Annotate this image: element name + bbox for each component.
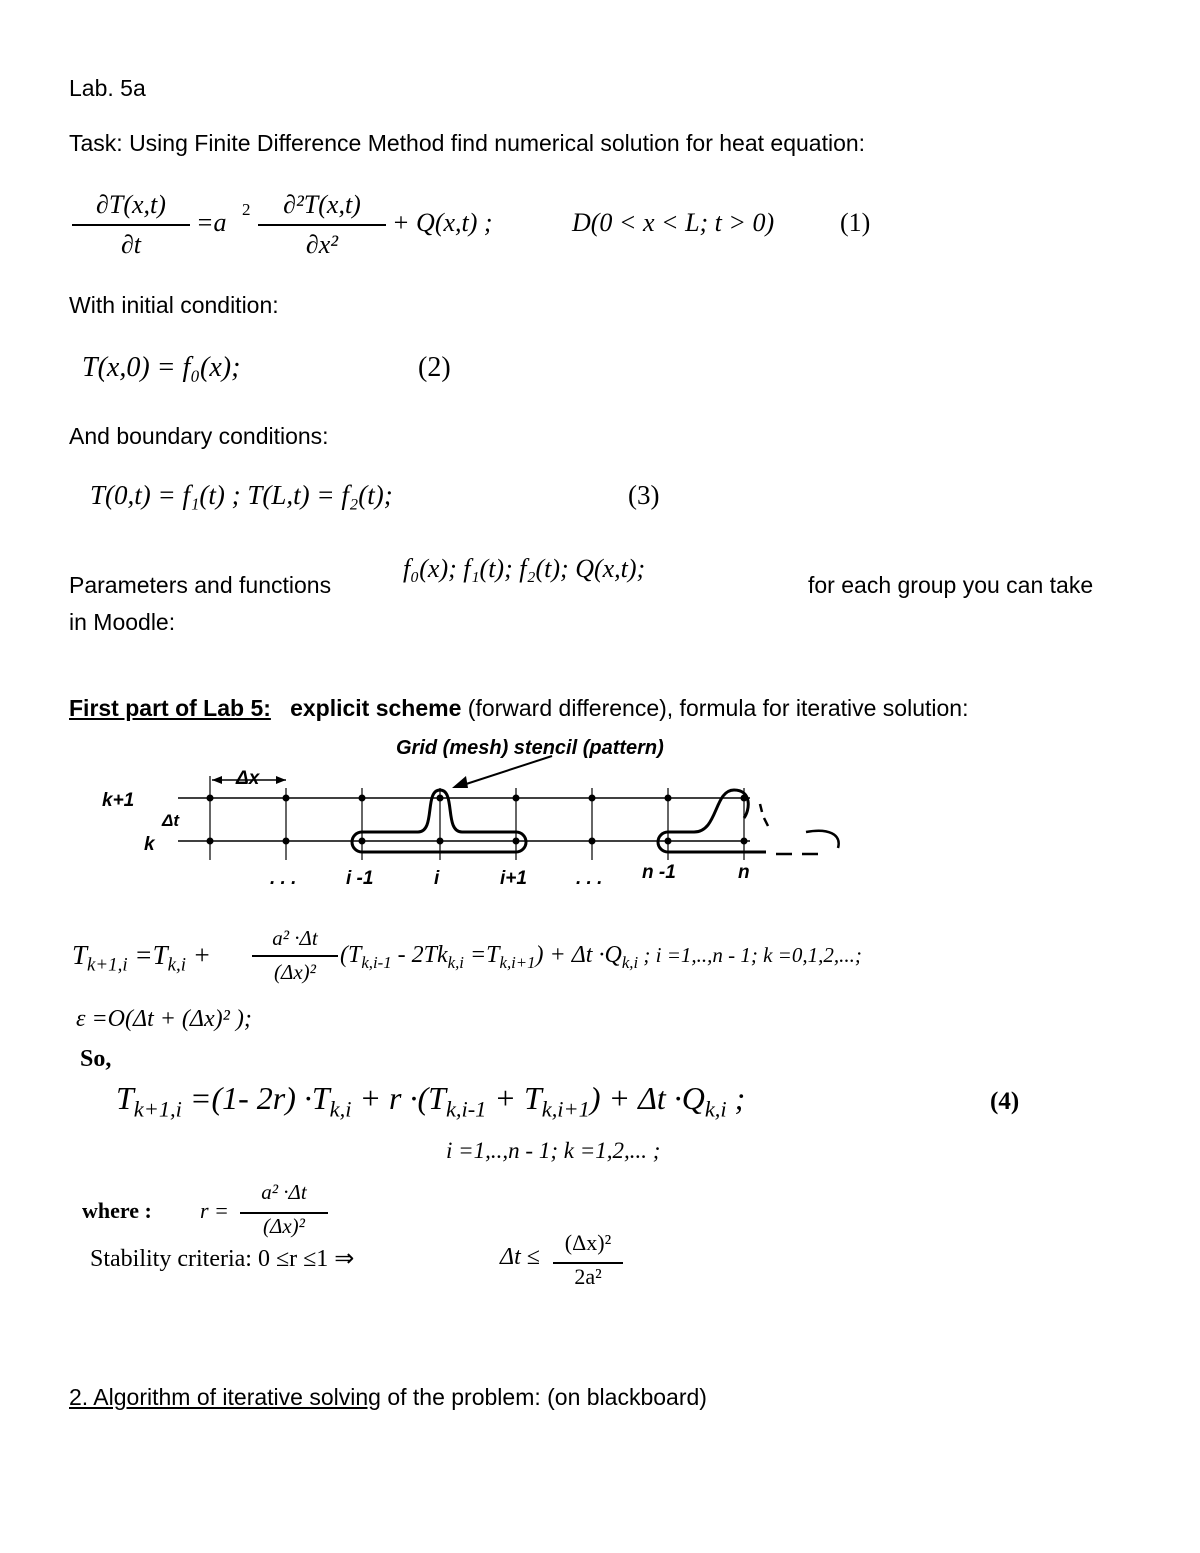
col-label-dots-left: . . . (270, 868, 297, 888)
algorithm-line (69, 1384, 707, 1411)
eq1-number: (1) (840, 208, 871, 237)
diagram-pointer-line (460, 756, 552, 786)
col-label-n: n (738, 862, 750, 883)
stability-denominator: 2a² (574, 1264, 602, 1289)
eq1-rhs-numerator: ∂²T(x,t) (283, 190, 361, 219)
dt-label: Δt (162, 811, 180, 830)
task-line: Task: Using Finite Difference Method find numerical solution for heat equation: (69, 130, 866, 156)
explicit-eq-rhs: $(T_{k,i-1} - 2Tk_{k,i} =T_{k,i+1}) + \Delta t \cdot Q_{k,i}$ ; i =1,..,n - 1; k =0,1,2,...; (340, 942, 862, 972)
eq1-lhs-denominator: ∂t (120, 230, 142, 259)
stability-numerator: (Δx)² (564, 1230, 612, 1255)
eq1-rhs-fraction-bar (258, 224, 386, 226)
dx-arrowhead-left (212, 776, 222, 784)
eq1-domain: D(0 < x < L; t > 0) (572, 208, 775, 237)
grid-vertical-lines (210, 776, 744, 860)
first-part-rest: (forward difference), formula for iterative solution: (461, 695, 969, 721)
params-line2: in Moodle: (69, 609, 176, 635)
explicit-eq-lhs: $T_{k+1,i} =T_{k,i}$ + (72, 940, 211, 976)
explicit-scheme-label: explicit scheme (290, 695, 462, 721)
where-r-denominator: (Δx)² (263, 1214, 305, 1238)
first-part-line (69, 695, 968, 722)
algorithm-title: 2. Algorithm of iterative solving (69, 1384, 381, 1410)
params-before: Parameters and functions (69, 572, 332, 598)
stencil-pattern-n (658, 790, 766, 852)
grid-nodes (207, 795, 748, 845)
boundary-condition-label: And boundary conditions: (69, 423, 329, 449)
eq1-lhs-fraction-bar (72, 224, 190, 226)
so-label: So, (80, 1046, 112, 1072)
eq1-equals-a: =a (196, 208, 227, 237)
row-label-k-plus-1: k+1 (102, 790, 135, 811)
eq1-a-exponent: 2 (242, 200, 251, 219)
diagram-title: Grid (mesh) stencil (pattern) (396, 738, 664, 759)
dx-arrowhead-right (276, 776, 286, 784)
col-label-dots-right: . . . (576, 868, 603, 888)
dx-label: Δx (236, 768, 260, 789)
params-functions: f₀(x); f₁(t); f₂(t); Q(x,t); (403, 554, 646, 583)
column-labels (270, 862, 750, 888)
eq4-range: i =1,..,n - 1; k =1,2,... ; (446, 1138, 661, 1163)
row-label-k: k (144, 834, 155, 855)
where-label: where : (82, 1198, 152, 1223)
eq4: $T_{k+1,i} =(1-$ $2r) \cdot T_{k,i} + r \cdot(T_{k,i-1} + T_{k,i+1}) + \Delta t \cdot Q_{k,i}$ ; (116, 1080, 746, 1122)
eq3-text: T(0,t) = f₁(t) ; T(L,t) = f₂(t); (90, 480, 393, 510)
where-r-numerator: a² ·Δt (261, 1180, 307, 1204)
initial-condition-label: With initial condition: (69, 292, 279, 318)
col-label-i: i (434, 868, 440, 888)
col-label-i-minus-1: i -1 (346, 868, 374, 888)
eq2-number: (2) (418, 352, 451, 383)
eq4-number: (4) (990, 1088, 1020, 1115)
error-estimate: ε =O(Δt + (Δx)² ); (76, 1006, 252, 1032)
where-r-equals: r = (200, 1198, 229, 1223)
stability-dt-le: Δt ≤ (500, 1244, 540, 1270)
grid-diagram-svg (90, 738, 870, 888)
stability-criteria: Stability criteria: 0 ≤r ≤1 ⇒ (90, 1246, 355, 1272)
params-after: for each group you can take (808, 572, 1094, 598)
eq3-number: (3) (628, 480, 660, 510)
explicit-frac-den: (Δx)² (274, 960, 316, 984)
explicit-frac-bar (252, 955, 338, 957)
col-label-n-minus-1: n -1 (642, 862, 676, 883)
eq1-source-term: + Q(x,t) ; (392, 208, 493, 237)
lab-heading: Lab. 5a (69, 75, 146, 101)
grid-stencil-diagram (90, 738, 870, 893)
explicit-frac-num: a² ·Δt (272, 926, 318, 950)
algorithm-rest: of the problem: (on blackboard) (380, 1384, 707, 1410)
stencil-dashed-continuation (760, 804, 839, 854)
col-label-i-plus-1: i+1 (500, 868, 527, 888)
eq1-lhs-numerator: ∂T(x,t) (96, 190, 166, 219)
diagram-pointer-arrowhead (452, 776, 468, 788)
first-part-title: First part of Lab 5: (69, 695, 271, 721)
eq2-text: T(x,0) = f₀(x); (82, 352, 241, 383)
eq1-rhs-denominator: ∂x² (305, 230, 339, 259)
